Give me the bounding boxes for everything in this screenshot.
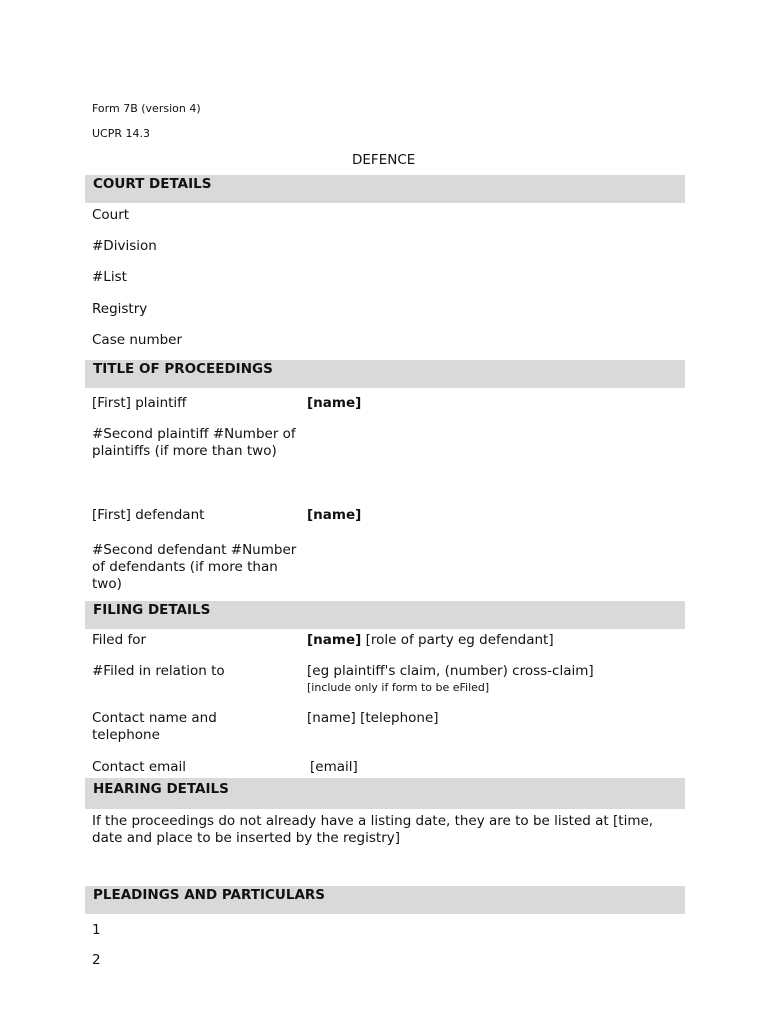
court-details-heading-band [85,175,685,203]
second-plaintiff-label: #Second plaintiff #Number of plaintiffs (if more than two) [92,426,296,459]
registry-label: Registry [92,301,148,317]
division-label: #Division [92,238,157,254]
email-label: Contact email [92,759,187,775]
title-of-proceedings-heading-band [85,360,685,388]
second-defendant-label: #Second defendant #Number of defendants (if more than two) [92,542,297,592]
first-defendant-label: [First] defendant [92,507,205,523]
first-plaintiff-label: [First] plaintiff [92,395,187,411]
form-id: Form 7B (version 4) [92,102,201,115]
rule-reference: UCPR 14.3 [92,127,150,140]
pleadings-heading-band [85,886,685,914]
pleading-item-1: 1 [92,922,101,938]
court-label: Court [92,207,130,223]
filed-in-relation-value: [eg plaintiff's claim, (number) cross-claim] [307,663,594,679]
filing-details-heading-band [85,601,685,629]
filed-in-relation-label: #Filed in relation to [92,663,225,679]
first-plaintiff-name: [name] [307,395,362,411]
email-value: [email] [310,759,358,775]
filed-for-label: Filed for [92,632,147,648]
case-number-label: Case number [92,332,183,348]
list-label: #List [92,269,127,285]
filed-for-value [307,632,554,649]
document-title: DEFENCE [352,152,416,168]
hearing-details-heading-band [85,778,685,809]
filed-in-relation-note: [include only if form to be eFiled] [307,681,490,694]
contact-value: [name] [telephone] [307,710,439,726]
court-details-heading: COURT DETAILS [93,176,212,192]
hearing-details-text: If the proceedings do not already have a listing date, they are to be listed at [time, date and place to be inserted by the registry] [92,813,654,846]
filing-details-heading: FILING DETAILS [93,602,211,618]
filed-for-role: [role of party eg defendant] [361,632,554,648]
pleadings-heading: PLEADINGS AND PARTICULARS [93,887,326,903]
first-defendant-name: [name] [307,507,362,523]
title-of-proceedings-heading: TITLE OF PROCEEDINGS [93,361,273,377]
pleading-item-2: 2 [92,952,101,968]
filed-for-name: [name] [307,632,362,648]
contact-label: Contact name and telephone [92,710,217,743]
hearing-details-heading: HEARING DETAILS [93,781,229,797]
